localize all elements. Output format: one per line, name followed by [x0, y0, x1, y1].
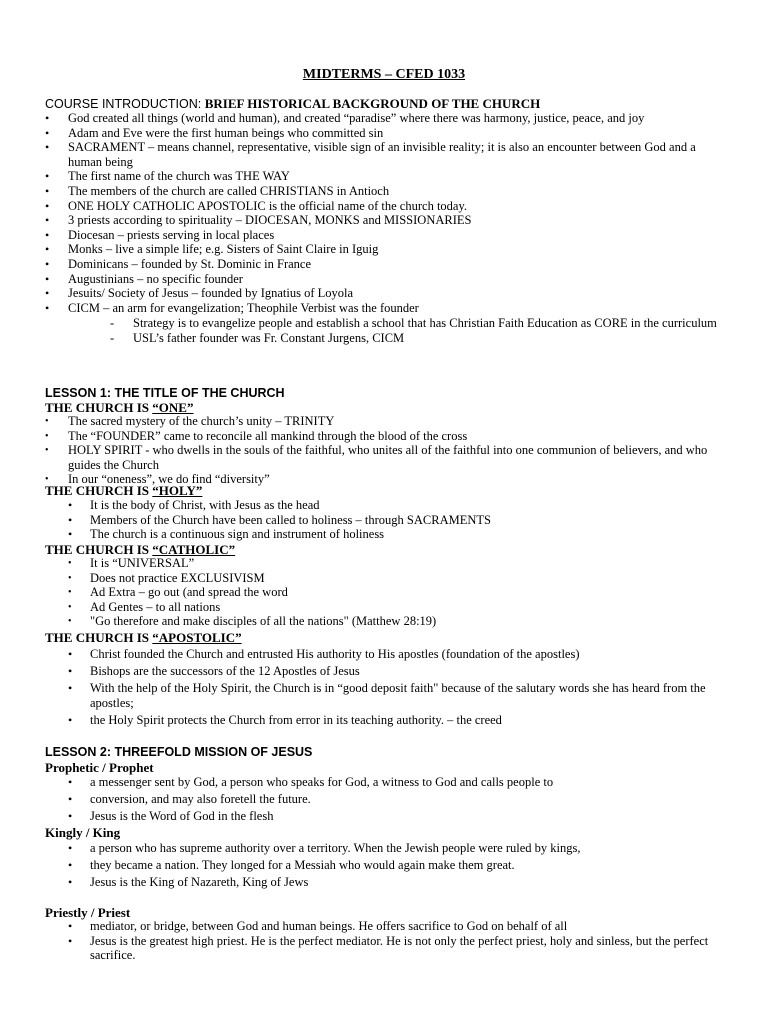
list-item: • The sacred mystery of the church’s unity – TRINITY	[45, 414, 335, 428]
list-item: • the Holy Spirit protects the Church from error in its teaching authority. – the creed	[68, 713, 502, 728]
list-item: - USL’s father founder was Fr. Constant Jurgens, CICM	[110, 330, 405, 345]
list-item: • The “FOUNDER” came to reconcile all mankind through the blood of the cross	[45, 428, 468, 443]
list-item: • a messenger sent by God, a person who speaks for God, a witness to God and calls people to	[68, 775, 554, 789]
list-item: • conversion, and may also foretell the future.	[68, 792, 311, 807]
list-item: • Ad Extra – go out (and spread the word	[68, 585, 288, 600]
list-item: • The church is a continuous sign and instrument of holiness	[68, 527, 385, 542]
church-holy-list	[0, 498, 768, 542]
list-item: • With the help of the Holy Spirit, the Church is in “good deposit faith" because of the salutary words she has heard from the apostles;	[68, 681, 706, 710]
list-item: • In our “oneness”, we do find “diversity”	[45, 472, 270, 487]
church-apostolic-heading: THE CHURCH IS “APOSTOLIC”	[45, 630, 242, 645]
church-one-list	[0, 414, 768, 487]
list-item: • CICM – an arm for evangelization; Theophile Verbist was the founder	[45, 300, 419, 315]
list-item: • Jesus is the Word of God in the flesh	[68, 809, 274, 824]
priest-list	[0, 919, 768, 963]
list-item: • Christ founded the Church and entrusted His authority to His apostles (foundation of the apostles)	[68, 647, 580, 661]
list-item: • Monks – live a simple life; e.g. Sisters of Saint Claire in Iguig	[45, 242, 379, 257]
list-item: • The first name of the church was THE WAY	[45, 169, 290, 184]
king-list	[0, 841, 768, 893]
intro-heading-text: BRIEF HISTORICAL BACKGROUND OF THE CHURCH	[204, 96, 541, 111]
intro-dash-list	[0, 317, 768, 345]
church-apostolic-list	[0, 647, 768, 730]
list-item: • SACRAMENT – means channel, representative, visible sign of an invisible reality; it is also an encounter between God and a human being	[45, 140, 696, 169]
church-catholic-heading: THE CHURCH IS “CATHOLIC”	[45, 542, 236, 557]
list-item: • "Go therefore and make disciples of all the nations" (Matthew 28:19)	[68, 614, 437, 629]
church-holy-heading: THE CHURCH IS “HOLY”	[45, 483, 203, 498]
intro-heading	[45, 96, 540, 112]
list-item: • The members of the church are called CHRISTIANS in Antioch	[45, 183, 390, 198]
list-item: • HOLY SPIRIT - who dwells in the souls of the faithful, who unites all of the faithful into one communion of believers, and who guides the Church	[45, 443, 708, 472]
list-item: • a person who has supreme authority over a territory. When the Jewish people were ruled by kings,	[68, 841, 581, 855]
church-catholic-list	[0, 556, 768, 629]
list-item: • Augustinians – no specific founder	[45, 271, 243, 286]
list-item: • ONE HOLY CATHOLIC APOSTOLIC is the official name of the church today.	[45, 198, 468, 213]
list-item: • Bishops are the successors of the 12 Apostles of Jesus	[68, 664, 360, 679]
intro-prefix: COURSE INTRODUCTION:	[45, 97, 205, 111]
priest-heading: Priestly / Priest	[45, 905, 131, 920]
list-item: • mediator, or bridge, between God and human beings. He offers sacrifice to God on behalf of all	[68, 919, 568, 933]
list-item: • they became a nation. They longed for a Messiah who would again make them great.	[68, 858, 515, 873]
list-item: • Dominicans – founded by St. Dominic in France	[45, 256, 312, 271]
list-item: - Strategy is to evangelize people and establish a school that has Christian Faith Education as CORE in the curriculum	[110, 316, 717, 330]
list-item: • Does not practice EXCLUSIVISM	[68, 570, 265, 585]
list-item: • It is “UNIVERSAL”	[68, 556, 195, 570]
prophet-heading: Prophetic / Prophet	[45, 760, 154, 775]
church-one-heading: THE CHURCH IS “ONE”	[45, 400, 194, 415]
list-item: • 3 priests according to spirituality – DIOCESAN, MONKS and MISSIONARIES	[45, 213, 472, 228]
prophet-list	[0, 775, 768, 827]
list-item: • Jesus is the greatest high priest. He is the perfect mediator. He is not only the perfect priest, holy and sinless, but the perfect sacrifice.	[68, 933, 709, 963]
lesson-1-title: LESSON 1: THE TITLE OF THE CHURCH	[45, 386, 285, 400]
list-item: • It is the body of Christ, with Jesus as the head	[68, 498, 320, 512]
list-item: • God created all things (world and human), and created “paradise” where there was harmony, justice, peace, and joy	[45, 111, 645, 125]
page-title: MIDTERMS – CFED 1033	[302, 67, 466, 82]
king-heading: Kingly / King	[45, 825, 121, 840]
lesson-2-title: LESSON 2: THREEFOLD MISSION OF JESUS	[45, 745, 313, 759]
list-item: • Diocesan – priests serving in local places	[45, 227, 275, 242]
list-item: • Ad Gentes – to all nations	[68, 599, 221, 614]
list-item: • Adam and Eve were the first human beings who committed sin	[45, 125, 384, 140]
list-item: • Jesus is the King of Nazareth, King of Jews	[68, 875, 309, 890]
list-item: • Members of the Church have been called to holiness – through SACRAMENTS	[68, 512, 491, 527]
list-item: • Jesuits/ Society of Jesus – founded by Ignatius of Loyola	[45, 286, 354, 301]
intro-bullet-list	[0, 111, 768, 315]
